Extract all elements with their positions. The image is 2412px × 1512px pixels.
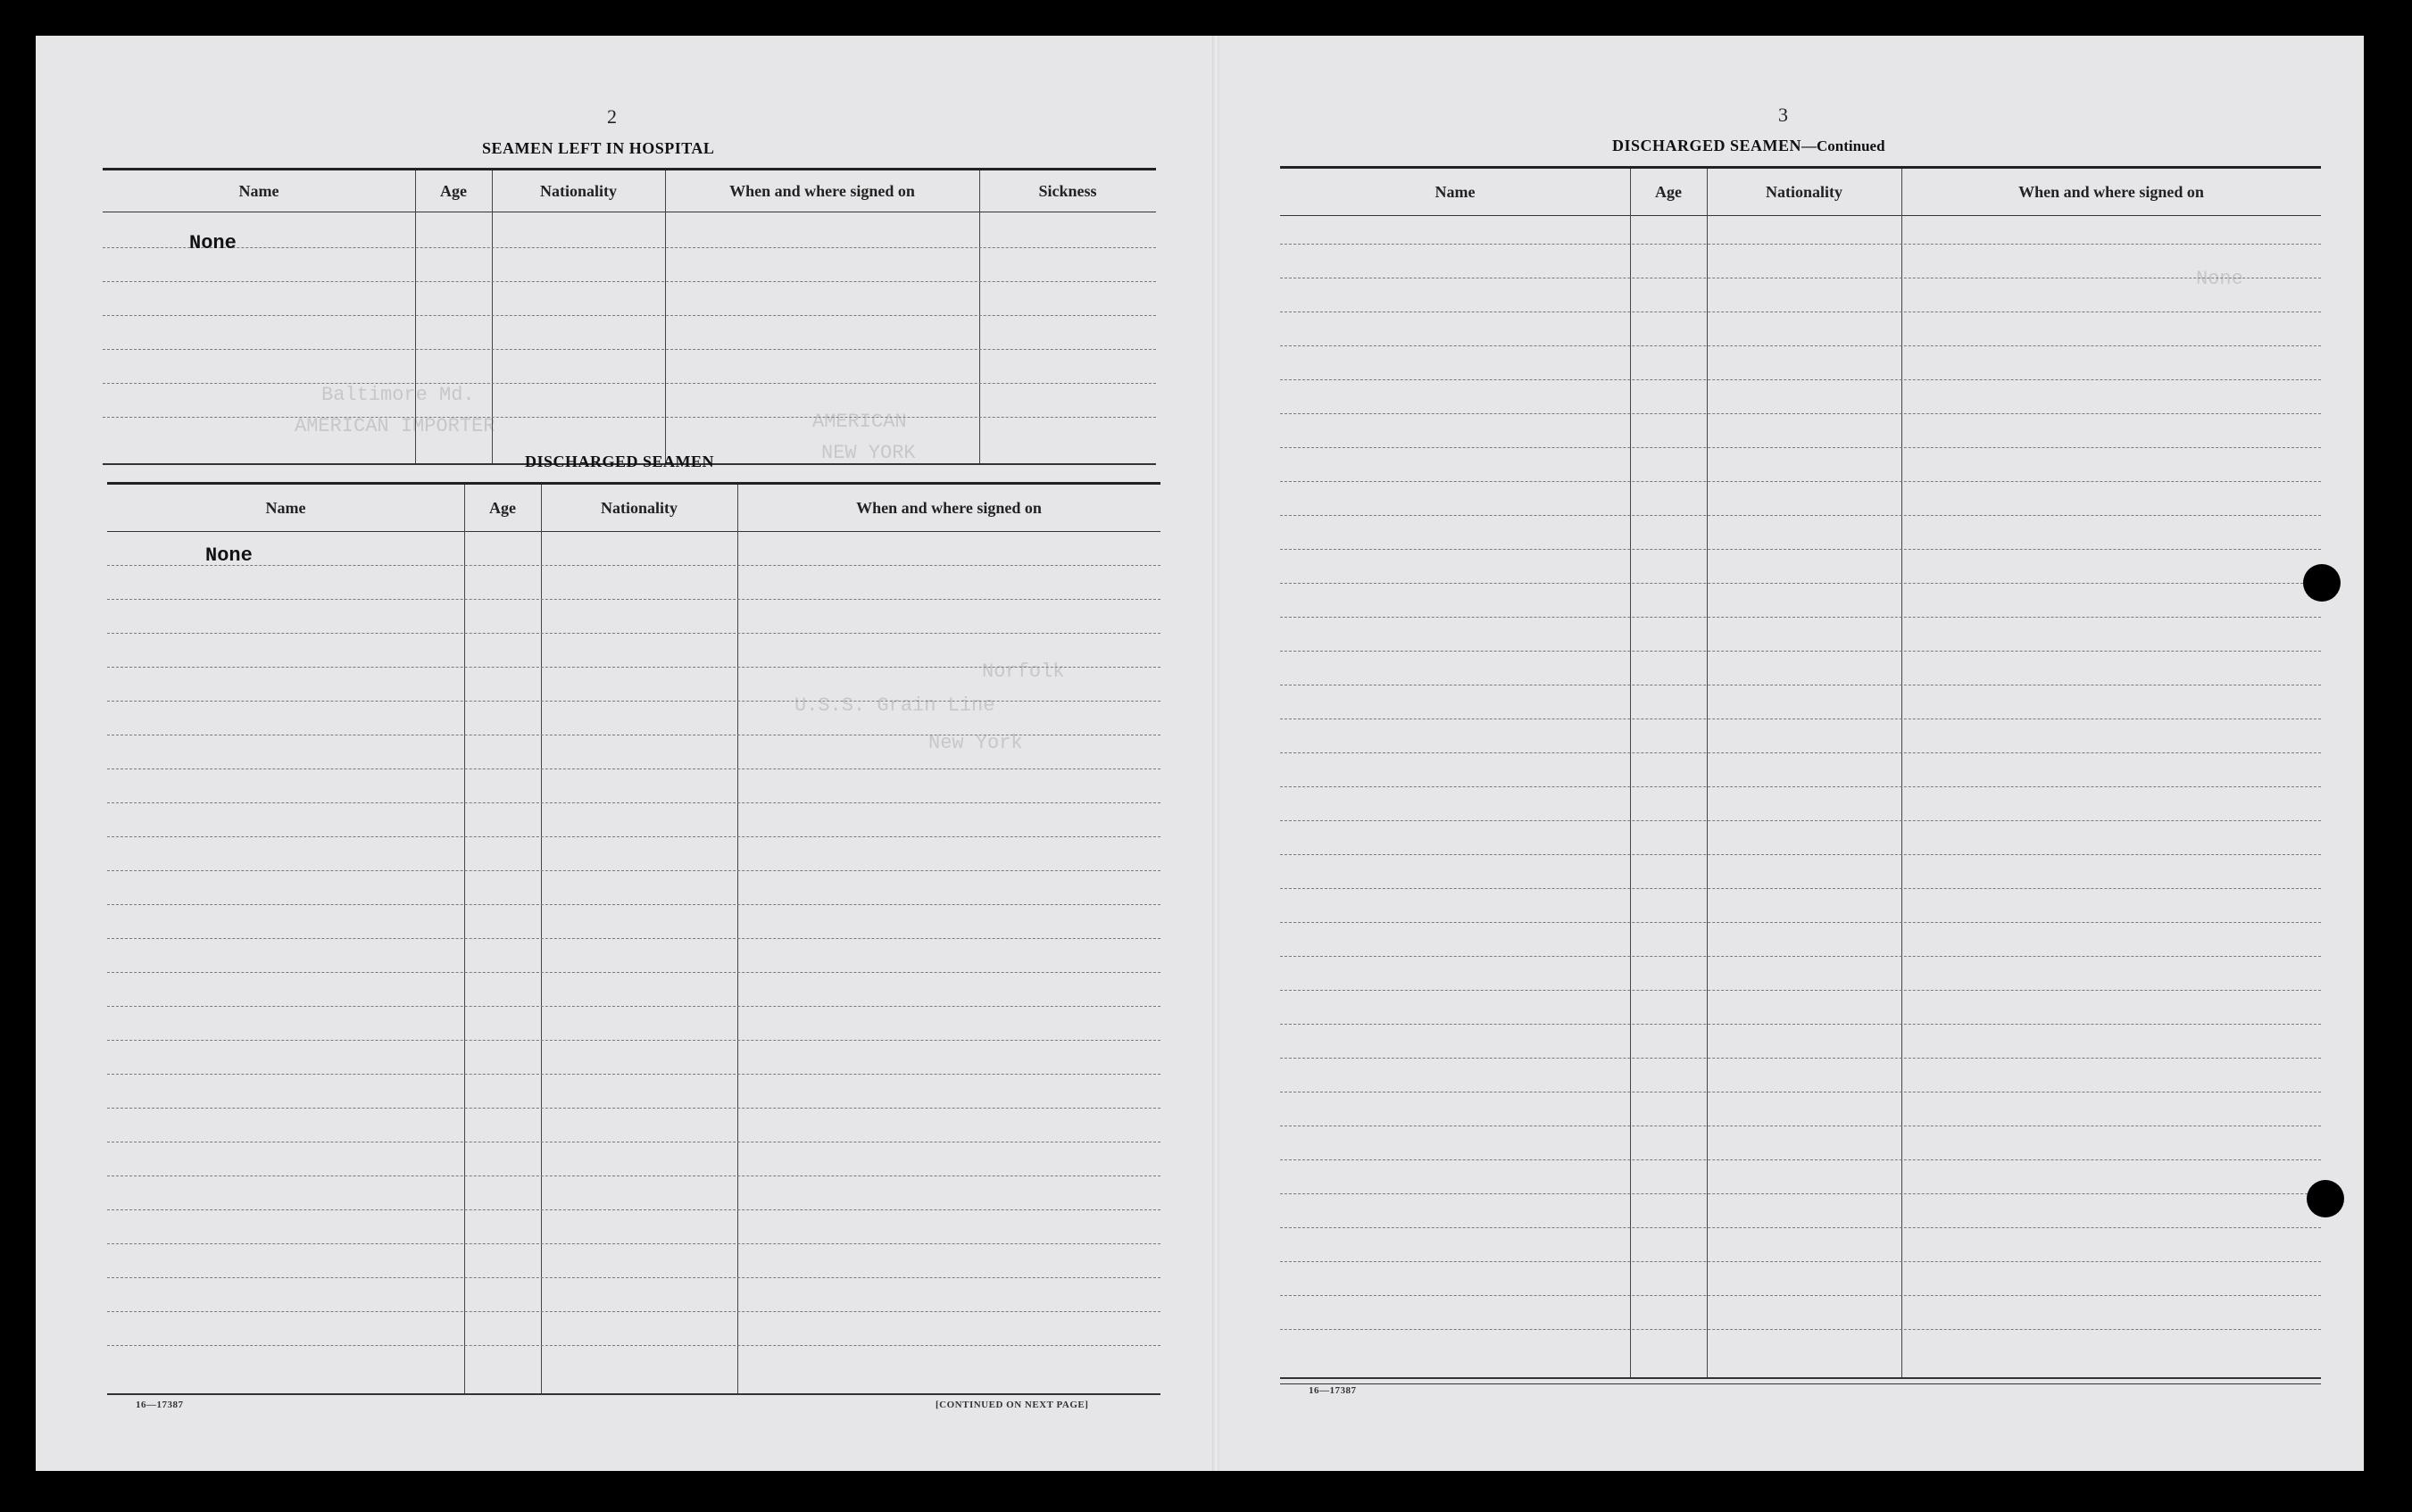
section-title-text: DISCHARGED SEAMEN [1612,137,1802,154]
row-rule [1280,244,2321,245]
row-rule [107,972,1160,973]
row-rule [1280,820,2321,821]
row-rule [1280,1329,2321,1330]
continued-note: [CONTINUED ON NEXT PAGE] [936,1400,1089,1410]
row-rule [107,1277,1160,1278]
section-title-discharged: DISCHARGED SEAMEN [525,453,715,470]
row-rule [1280,1058,2321,1059]
row-rule [1280,481,2321,482]
row-rule [1280,990,2321,991]
form-number-left: 16—17387 [136,1400,184,1410]
column-divider [665,170,666,465]
row-rule [1280,956,2321,957]
bleed-through-text: AMERICAN IMPORTER [295,415,495,437]
column-header-name: Name [238,182,279,200]
row-rule [1280,1159,2321,1160]
row-rule [1280,583,2321,584]
bleed-through-text: NEW YORK [821,442,916,464]
row-rule [103,315,1156,316]
row-rule [1280,345,2321,346]
row-rule [1280,379,2321,380]
column-divider [464,485,465,1395]
page-number: 3 [1778,104,1788,126]
row-rule [107,938,1160,939]
form-number-right: 16—17387 [1309,1385,1357,1396]
row-rule [107,768,1160,769]
discharged-table-left [107,482,1160,1395]
row-rule [1280,1295,2321,1296]
column-divider [737,485,738,1395]
row-rule [103,417,1156,418]
table-bottom-double-rule [1280,1383,2321,1384]
row-rule [107,1074,1160,1075]
row-rule [107,904,1160,905]
column-header-when-where: When and where signed on [2018,183,2204,201]
row-rule [1280,447,2321,448]
discharged-entry-none: None [205,544,253,567]
row-rule [107,633,1160,634]
bleed-through-text: U.S.S. Grain Line [794,694,995,717]
row-rule [1280,922,2321,923]
table-bottom-rule [1280,1377,2321,1379]
column-header-age: Age [489,499,516,517]
row-rule [1280,752,2321,753]
column-header-age: Age [1655,183,1682,201]
column-divider [1901,169,1902,1379]
row-rule [1280,617,2321,618]
column-divider [415,170,416,465]
column-header-age: Age [440,182,467,200]
column-divider [979,170,980,465]
row-rule [107,836,1160,837]
page-fold [1212,36,1219,1471]
punch-hole [2303,564,2341,602]
hospital-entry-none: None [189,232,237,254]
column-header-sickness: Sickness [1038,182,1097,200]
row-rule [107,1006,1160,1007]
column-header-nationality: Nationality [1765,183,1842,201]
row-rule [1280,1261,2321,1262]
page-number: 2 [607,105,617,128]
hospital-table [103,168,1156,465]
row-rule [1280,1024,2321,1025]
row-rule [1280,854,2321,855]
row-rule [107,1040,1160,1041]
row-rule [103,247,1156,248]
row-rule [103,383,1156,384]
row-rule [107,599,1160,600]
column-header-nationality: Nationality [600,499,678,517]
row-rule [107,870,1160,871]
column-divider [541,485,542,1395]
row-rule [1280,786,2321,787]
table-bottom-rule [107,1393,1160,1395]
document-sheet [36,36,2364,1471]
row-rule [1280,1193,2321,1194]
row-rule [1280,549,2321,550]
row-rule [107,1345,1160,1346]
bleed-through-text: New York [928,732,1023,754]
bleed-through-text: AMERICAN [812,411,907,433]
row-rule [1280,1227,2321,1228]
row-rule [107,565,1160,566]
row-rule [107,1243,1160,1244]
section-title-discharged-continued [1612,137,1885,155]
row-rule [107,1108,1160,1109]
row-rule [107,1209,1160,1210]
column-divider [1707,169,1708,1379]
row-rule [1280,651,2321,652]
column-header-when-where: When and where signed on [729,182,915,200]
row-rule [103,281,1156,282]
row-rule [103,349,1156,350]
discharged-table-right [1280,166,2321,1379]
row-rule [1280,888,2321,889]
column-divider [1630,169,1631,1379]
bleed-through-text: Norfolk [982,660,1065,683]
column-divider [492,170,493,465]
bleed-through-text: Baltimore Md. [321,384,475,406]
row-rule [107,802,1160,803]
continued-suffix: —Continued [1801,137,1885,154]
row-rule [107,701,1160,702]
column-header-nationality: Nationality [539,182,617,200]
column-header-when-where: When and where signed on [856,499,1042,517]
column-header-name: Name [1435,183,1476,201]
row-rule [1280,515,2321,516]
column-header-name: Name [265,499,306,517]
bleed-through-text: None [2196,268,2243,290]
row-rule [107,667,1160,668]
section-title-hospital: SEAMEN LEFT IN HOSPITAL [482,139,715,157]
row-rule [1280,413,2321,414]
row-rule [107,1311,1160,1312]
punch-hole [2307,1180,2344,1217]
